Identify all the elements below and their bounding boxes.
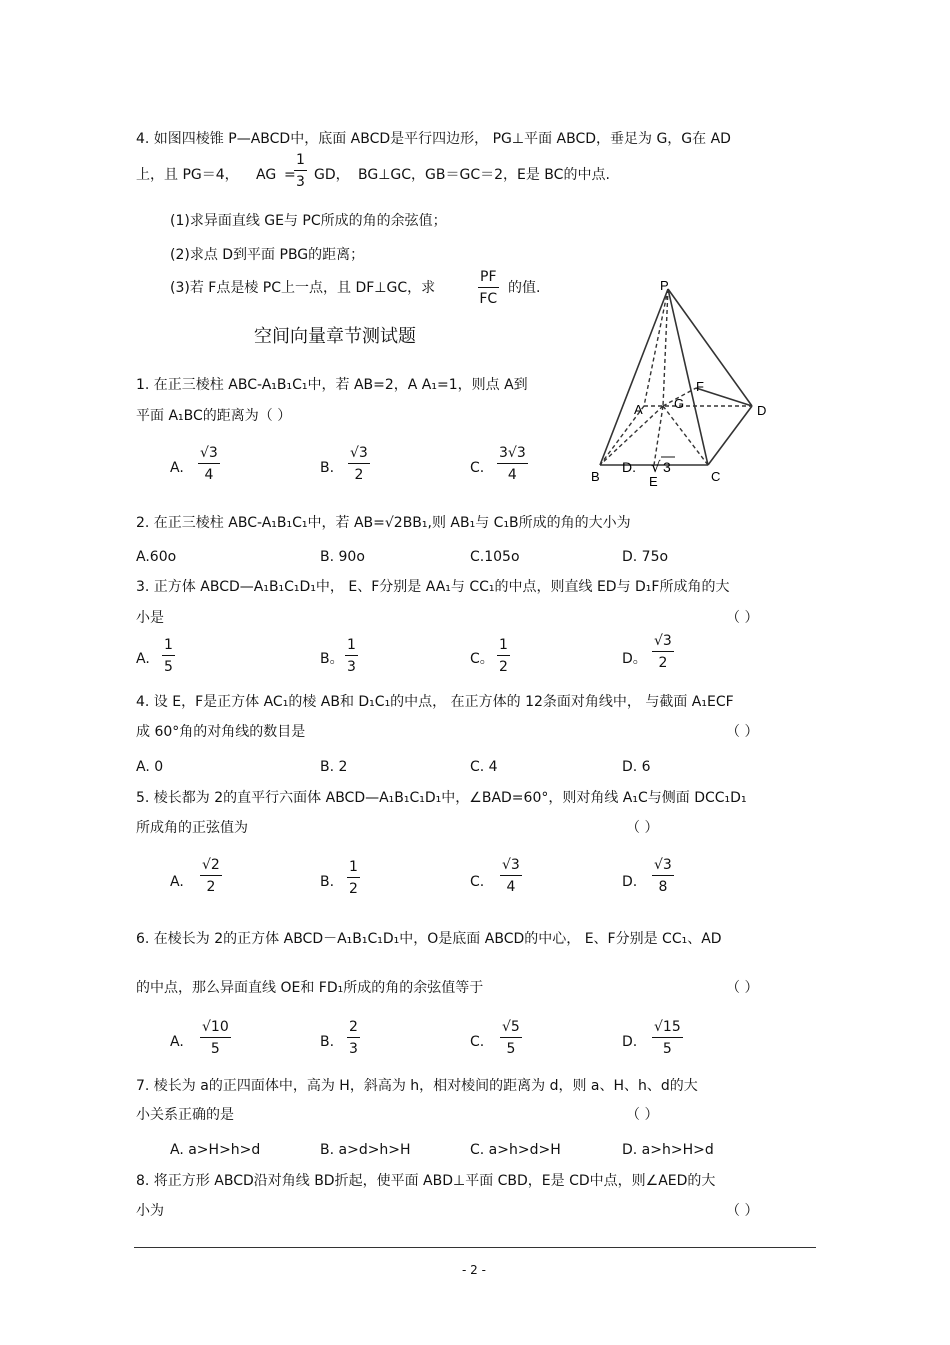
q3-stem-line2: 小是 bbox=[136, 610, 164, 626]
pyramid-figure bbox=[585, 275, 785, 490]
q1-option-c-label: C. bbox=[470, 460, 485, 476]
q4-option-d: D. 6 bbox=[622, 759, 651, 775]
q1-option-b-label: B. bbox=[320, 460, 335, 476]
q6-stem-line2: 的中点，那么异面直线 OE和 FD₁所成的角的余弦值等于 bbox=[136, 980, 484, 996]
q7-option-b: B. a>d>h>H bbox=[320, 1142, 411, 1158]
q8-stem-line1: 8. 将正方形 ABCD沿对角线 BD折起，使平面 ABD⊥平面 CBD，E是 CD中点，则∠AED的大 bbox=[136, 1173, 716, 1189]
q6-option-b-label: B. bbox=[320, 1034, 335, 1050]
q3-option-c-value: $\frac{1}{2}$ bbox=[499, 637, 508, 675]
q1-option-a-value: $\frac{√3}{4}$ bbox=[200, 445, 218, 483]
label-g: G bbox=[674, 396, 685, 411]
q5-option-a-label: A. bbox=[170, 874, 184, 890]
label-b: B bbox=[591, 469, 600, 484]
q5-option-d-value: $\frac{√3}{8}$ bbox=[654, 857, 672, 895]
q5-option-d-label: D. bbox=[622, 874, 638, 890]
q5-option-b-label: B. bbox=[320, 874, 335, 890]
q6-stem-line1: 6. 在棱长为 2的正方体 ABCD－A₁B₁C₁D₁中，O是底面 ABCD的中心， E、F分别是 CC₁、AD bbox=[136, 931, 722, 947]
problem4-q3-a: (3)若 F点是棱 PC上一点，且 DF⊥GC，求 bbox=[170, 280, 436, 296]
label-d: D bbox=[757, 403, 767, 418]
q6-option-c-label: C. bbox=[470, 1034, 485, 1050]
q1-stem-line2: 平面 A₁BC的距离为（ ） bbox=[136, 408, 292, 424]
overlay-option-d: D. bbox=[622, 459, 636, 475]
q2-option-a: A.60o bbox=[136, 549, 177, 565]
q4-answer-paren: （ ） bbox=[726, 724, 759, 740]
q3-option-a-label: A. bbox=[136, 651, 150, 667]
q4-option-c: C. 4 bbox=[470, 759, 498, 775]
q8-answer-paren: （ ） bbox=[726, 1203, 759, 1219]
q1-option-a-label: A. bbox=[170, 460, 184, 476]
q1-option-b-value: $\frac{√3}{2}$ bbox=[350, 445, 368, 483]
q7-stem-line2: 小关系正确的是 bbox=[136, 1107, 234, 1123]
footer-divider bbox=[134, 1247, 816, 1248]
q6-option-c-value: $\frac{√5}{5}$ bbox=[502, 1019, 520, 1057]
q5-option-b-value: $\frac{1}{2}$ bbox=[349, 859, 358, 897]
q2-stem: 2. 在正三棱柱 ABC-A₁B₁C₁中，若 AB=√2BB₁,则 AB₁与 C₁B所成的角的大小为 bbox=[136, 515, 631, 531]
label-f: F bbox=[696, 379, 704, 394]
label-c: C bbox=[711, 469, 721, 484]
q3-option-d-value: $\frac{√3}{2}$ bbox=[654, 633, 672, 671]
overlay-sqrt-arg: 3 bbox=[663, 459, 671, 475]
q5-option-c-label: C. bbox=[470, 874, 485, 890]
q1-option-c-value: $\frac{3√3}{4}$ bbox=[499, 445, 526, 483]
label-p: P bbox=[660, 278, 669, 293]
q4-stem-line2: 成 60°角的对角线的数目是 bbox=[136, 724, 306, 740]
q2-option-b: B. 90o bbox=[320, 549, 365, 565]
q7-option-d: D. a>h>H>d bbox=[622, 1142, 714, 1158]
q6-option-b-value: $\frac{2}{3}$ bbox=[349, 1019, 358, 1057]
q3-option-d-label: D。 bbox=[622, 651, 647, 667]
problem4-q3-b: 的值. bbox=[508, 280, 541, 296]
problem4-gd: GD， bbox=[314, 167, 350, 183]
q3-stem-line1: 3. 正方体 ABCD—A₁B₁C₁D₁中， E、F分别是 AA₁与 CC₁的中点，则直线 ED与 D₁F所成角的大 bbox=[136, 579, 730, 595]
q5-answer-paren: （ ） bbox=[626, 820, 659, 836]
problem4-q3-fraction: $\frac{PF}{FC}$ bbox=[479, 269, 498, 307]
q2-option-d: D. 75o bbox=[622, 549, 669, 565]
q1-stem-line1: 1. 在正三棱柱 ABC-A₁B₁C₁中，若 AB=2，A A₁=1，则点 A到 bbox=[136, 377, 528, 393]
q3-option-a-value: $\frac{1}{5}$ bbox=[164, 637, 173, 675]
q3-option-c-label: C。 bbox=[470, 651, 494, 667]
problem4-ag: AG bbox=[256, 167, 277, 183]
q6-option-a-value: $\frac{√10}{5}$ bbox=[202, 1019, 229, 1057]
q6-option-a-label: A. bbox=[170, 1034, 184, 1050]
q7-option-a: A. a>H>h>d bbox=[170, 1142, 261, 1158]
label-a: A bbox=[634, 402, 643, 417]
problem4-q1: (1)求异面直线 GE与 PC所成的角的余弦值； bbox=[170, 213, 447, 229]
q3-option-b-label: B。 bbox=[320, 651, 344, 667]
q3-answer-paren: （ ） bbox=[726, 610, 759, 626]
problem4-eq: = bbox=[284, 167, 296, 183]
problem4-line2-b: BG⊥GC，GB＝GC＝2，E是 BC的中点. bbox=[358, 167, 610, 183]
q2-option-c: C.105o bbox=[470, 549, 520, 565]
problem4-line2-a: 上，且 PG＝4， bbox=[136, 167, 239, 183]
problem4-q2: (2)求点 D到平面 PBG的距离； bbox=[170, 247, 365, 263]
q4-option-b: B. 2 bbox=[320, 759, 348, 775]
label-e: E bbox=[649, 474, 658, 489]
q7-stem-line1: 7. 棱长为 a的正四面体中，高为 H，斜高为 h，相对棱间的距离为 d，则 a、H、h、d的大 bbox=[136, 1078, 698, 1094]
section-title: 空间向量章节测试题 bbox=[254, 326, 416, 347]
q5-option-a-value: $\frac{√2}{2}$ bbox=[202, 857, 220, 895]
q4-option-a: A. 0 bbox=[136, 759, 164, 775]
q5-stem-line1: 5. 棱长都为 2的直平行六面体 ABCD—A₁B₁C₁D₁中，∠BAD=60°，则对角线 A₁C与侧面 DCC₁D₁ bbox=[136, 790, 747, 806]
problem4-fraction: $\frac{1}{3}$ bbox=[296, 152, 305, 190]
q7-option-c: C. a>h>d>H bbox=[470, 1142, 561, 1158]
page-number: - 2 - bbox=[462, 1263, 486, 1277]
problem4-line1: 4. 如图四棱锥 P—ABCD中，底面 ABCD是平行四边形， PG⊥平面 ABCD，垂足为 G，G在 AD bbox=[136, 131, 731, 147]
q6-answer-paren: （ ） bbox=[726, 980, 759, 996]
q3-option-b-value: $\frac{1}{3}$ bbox=[347, 637, 356, 675]
q8-stem-line2: 小为 bbox=[136, 1203, 164, 1219]
q4-stem-line1: 4. 设 E，F是正方体 AC₁的棱 AB和 D₁C₁的中点， 在正方体的 12条面对角线中， 与截面 A₁ECF bbox=[136, 694, 734, 710]
q6-option-d-value: $\frac{√15}{5}$ bbox=[654, 1019, 681, 1057]
overlay-sqrt-sign: √ bbox=[651, 458, 661, 476]
q7-answer-paren: （ ） bbox=[626, 1107, 659, 1123]
q5-stem-line2: 所成角的正弦值为 bbox=[136, 820, 248, 836]
q5-option-c-value: $\frac{√3}{4}$ bbox=[502, 857, 520, 895]
q6-option-d-label: D. bbox=[622, 1034, 638, 1050]
